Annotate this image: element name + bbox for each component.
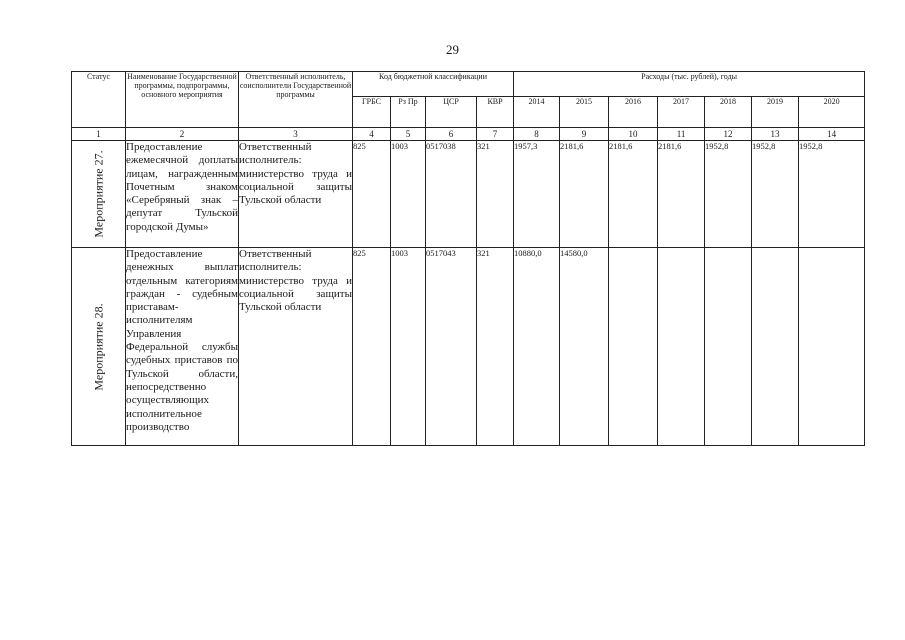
- csr-value: 0517038: [426, 141, 477, 248]
- status-cell: [72, 248, 126, 446]
- column-number: 4: [353, 128, 391, 141]
- grbs-value: 825: [353, 248, 391, 446]
- header-year: 2015: [560, 97, 609, 128]
- column-number: 12: [705, 128, 752, 141]
- column-number: 9: [560, 128, 609, 141]
- expense-value: [609, 248, 658, 446]
- column-number: 2: [126, 128, 239, 141]
- expense-value: [799, 248, 865, 446]
- header-rzpr: Рз Пр: [391, 97, 426, 128]
- table-row-measure-27: [72, 141, 865, 248]
- header-responsible: Ответственный исполнитель, соисполнители Государственной программы: [239, 72, 353, 128]
- expense-value: [658, 248, 705, 446]
- header-year: 2017: [658, 97, 705, 128]
- column-number: 5: [391, 128, 426, 141]
- column-number: 6: [426, 128, 477, 141]
- measure-name: Предоставление ежемесячной доплаты лицам, награжденным Почетным знаком «Серебряный знак – депутат Тульской городской Думы»: [126, 141, 239, 248]
- budget-table: [71, 71, 865, 446]
- column-number-row: [72, 128, 865, 141]
- expense-value: [752, 248, 799, 446]
- rzpr-value: 1003: [391, 141, 426, 248]
- header-status: Статус: [72, 72, 126, 128]
- header-year: 2020: [799, 97, 865, 128]
- kvr-value: 321: [477, 248, 514, 446]
- column-number: 11: [658, 128, 705, 141]
- header-year: 2016: [609, 97, 658, 128]
- status-label: Мероприятие 28.: [91, 302, 105, 391]
- expense-value: 1952,8: [705, 141, 752, 248]
- page-number: 29: [446, 42, 459, 57]
- expense-value: 1957,3: [514, 141, 560, 248]
- kvr-value: 321: [477, 141, 514, 248]
- csr-value: 0517043: [426, 248, 477, 446]
- grbs-value: 825: [353, 141, 391, 248]
- expense-value: 1952,8: [752, 141, 799, 248]
- table-row-measure-28: [72, 248, 865, 446]
- responsible-executor: Ответственный исполнитель: министерство труда и социальной защиты Тульской области: [239, 248, 353, 446]
- measure-name: Предоставление денежных выплат отдельным категориям граждан - судебным приставам-исполнителям Управления Федеральной службы судебных приставов по Тульской области, непосредственно осуществляющих исполнительное производство: [126, 248, 239, 446]
- header-year: 2019: [752, 97, 799, 128]
- column-number: 10: [609, 128, 658, 141]
- header-budget-code: Код бюджетной классификации: [353, 72, 514, 97]
- expense-value: 2181,6: [560, 141, 609, 248]
- header-kvr: КВР: [477, 97, 514, 128]
- expense-value: 1952,8: [799, 141, 865, 248]
- expense-value: 2181,6: [609, 141, 658, 248]
- expense-value: 10880,0: [514, 248, 560, 446]
- status-label: Мероприятие 27.: [91, 150, 105, 238]
- responsible-executor: Ответственный исполнитель: министерство труда и социальной защиты Тульской области: [239, 141, 353, 248]
- expense-value: 14580,0: [560, 248, 609, 446]
- header-grbs: ГРБС: [353, 97, 391, 128]
- header-year: 2014: [514, 97, 560, 128]
- expense-value: [705, 248, 752, 446]
- status-cell: [72, 141, 126, 248]
- column-number: 1: [72, 128, 126, 141]
- column-number: 7: [477, 128, 514, 141]
- column-number: 8: [514, 128, 560, 141]
- rzpr-value: 1003: [391, 248, 426, 446]
- header-csr: ЦСР: [426, 97, 477, 128]
- header-name: Наименование Государственной программы, подпрограммы, основного мероприятия: [126, 72, 239, 128]
- expense-value: 2181,6: [658, 141, 705, 248]
- header-expenses: Расходы (тыс. рублей), годы: [514, 72, 865, 97]
- column-number: 3: [239, 128, 353, 141]
- column-number: 13: [752, 128, 799, 141]
- header-year: 2018: [705, 97, 752, 128]
- column-number: 14: [799, 128, 865, 141]
